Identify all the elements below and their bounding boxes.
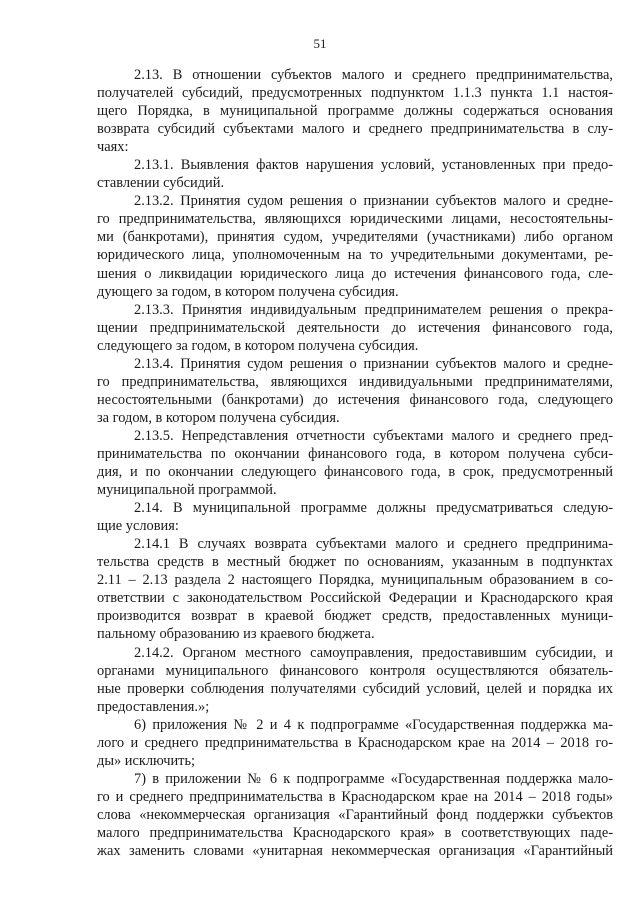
paragraph-line: 2.13.1. Выявления фактов нарушения условий, установленных при предо- <box>134 157 613 174</box>
paragraph-line: пальному образованию из краевого бюджета. <box>97 626 375 643</box>
paragraph-line: производится возврат в краевой бюджет средств, предоставленных муници- <box>97 608 613 625</box>
paragraph-line: го предпринимательства, являющихся юридическими лицами, несостоятельны- <box>97 211 613 228</box>
paragraph-line: 2.13.5. Непредставления отчетности субъектами малого и среднего пред- <box>134 427 613 444</box>
paragraph-line: за годом, в котором получена субсидия. <box>97 409 340 426</box>
paragraph-line: 6) приложения № 2 и 4 к подпрограмме «Государственная поддержка ма- <box>134 716 613 733</box>
paragraph-line: предоставления.»; <box>97 698 210 715</box>
paragraph-line: принимательства по окончании финансового года, в котором получена субси- <box>97 445 613 462</box>
paragraph-line: го и среднего предпринимательства в Краснодарском крае на 2014 – 2018 годы» <box>97 788 613 805</box>
paragraph-line: 2.11 – 2.13 раздела 2 настоящего Порядка, муниципальным образованием в со- <box>97 572 613 589</box>
paragraph-line: ные проверки соблюдения получателями субсидий условий, целей и порядка их <box>97 680 613 697</box>
paragraph-line: юридического лица, уполномоченным на то учредительными документами, ре- <box>97 247 613 264</box>
paragraph-line: чаях: <box>97 139 129 156</box>
paragraph-line: лого и среднего предпринимательства в Краснодарском крае на 2014 – 2018 го- <box>97 734 613 751</box>
paragraph-line: жах заменить словами «унитарная некоммерческая организация «Гарантийный <box>97 843 613 860</box>
paragraph-line: щие условия: <box>97 518 179 535</box>
paragraph-line: 7) в приложении № 6 к подпрограмме «Государственная поддержка мало- <box>134 770 613 787</box>
page-number: 51 <box>313 36 327 51</box>
paragraph-line: следующего за годом, в котором получена субсидия. <box>97 337 419 354</box>
paragraph-line: 2.14.1 В случаях возврата субъектами малого и среднего предпринима- <box>134 536 613 553</box>
paragraph-line: ды» исключить; <box>97 752 196 769</box>
paragraph-line: органами муниципального финансового контроля осуществляются обязатель- <box>97 662 613 679</box>
paragraph-line: получателей субсидий, предусмотренных подпунктом 1.1.3 пункта 1.1 настоя- <box>97 85 613 102</box>
paragraph-line: дующего за годом, в котором получена субсидия. <box>97 283 399 300</box>
paragraph-line: муниципальной программой. <box>97 482 277 499</box>
paragraph-line: ответствии с законодательством Российской Федерации и Краснодарского края <box>97 590 613 607</box>
paragraph-line: несостоятельными (банкротами) до истечения финансового года, следующего <box>97 391 613 408</box>
paragraph-line: 2.13.2. Принятия судом решения о признании субъектов малого и средне- <box>134 193 613 210</box>
paragraph-line: 2.13.3. Принятия индивидуальным предпринимателем решения о прекра- <box>134 301 613 318</box>
paragraph-line: щении предпринимательской деятельности до истечения финансового года, <box>97 319 613 336</box>
paragraph-line: го предпринимательства, являющихся индивидуальными предпринимателями, <box>97 373 613 390</box>
paragraph-line: дия, и по окончании следующего финансового года, в срок, предусмотренный <box>97 464 613 481</box>
paragraph-line: 2.14. В муниципальной программе должны предусматриваться следую- <box>134 500 613 517</box>
document-body <box>97 66 613 860</box>
paragraph-line: ми (банкротами), принятия судом, учредителями (участниками) либо органом <box>97 229 613 246</box>
paragraph-line: шения о ликвидации юридического лица до истечения финансового года, сле- <box>97 265 613 282</box>
paragraph-line: малого предпринимательства Краснодарского края» в соответствующих паде- <box>97 824 613 841</box>
paragraph-line: тельства средств в местный бюджет по основаниям, указанным в подпунктах <box>97 554 613 571</box>
paragraph-line: 2.14.2. Органом местного самоуправления, предоставившим субсидии, и <box>134 644 613 661</box>
paragraph-line: слова «некоммерческая организация «Гарантийный фонд поддержки субъектов <box>97 806 613 823</box>
paragraph-line: щего Порядка, в муниципальной программе должны содержаться основания <box>97 103 613 120</box>
paragraph-line: ставлении субсидий. <box>97 175 225 192</box>
paragraph-line: 2.13. В отношении субъектов малого и среднего предпринимательства, <box>134 67 613 83</box>
paragraph-line: возврата субсидий субъектами малого и среднего предпринимательства в слу- <box>97 121 613 138</box>
paragraph-line: 2.13.4. Принятия судом решения о признании субъектов малого и средне- <box>134 355 613 372</box>
